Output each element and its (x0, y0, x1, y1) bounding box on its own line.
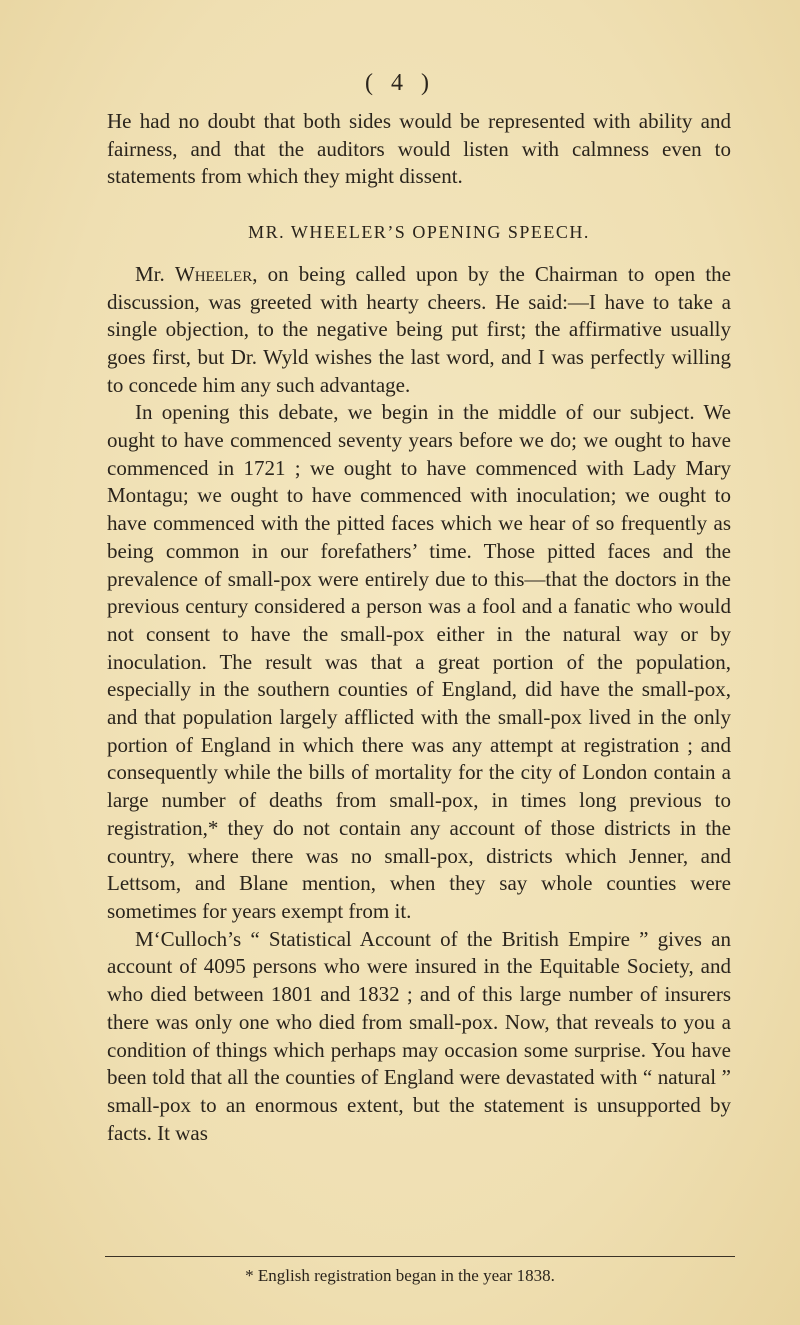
footnote-rule (105, 1256, 735, 1257)
paragraph-opening (107, 261, 731, 400)
section-heading: MR. WHEELER’S OPENING SPEECH. (248, 222, 590, 243)
speaker-title: Mr. (135, 261, 175, 286)
speaker-name: Wheeler (174, 261, 253, 286)
paragraph-debate: In opening this debate, we begin in the middle of our subject. We ought to have commenced seventy years before we do; we ought to have commenced in 1721 ; we ought to have commenced with Lady Mary Montagu; we ought to have commenced with inoculation; we ought to have commenced with the pitted faces which we hear of so frequently as being common in our forefathers’ time. Those pitted faces and the prevalence of small-pox were entirely due to this—that the doctors in the previous century considered a person was a fool and a fanatic who would not consent to have the small-pox either in the natural way or by inoculation. The result was that a great portion of the population, especially in the southern counties of England, did have the small-pox, and that population largely afflicted with the small-pox lived in the only portion of England in which there was any attempt at registration ; and consequently while the bills of mortality for the city of London contain a large number of deaths from small-pox, in times long previous to registration,* they do not contain any account of those districts in the country, where there was no small-pox, districts which Jenner, and Lettsom, and Blane mention, when they say whole counties were sometimes for years exempt from it. (107, 400, 731, 923)
paragraph-opening-text: , on being called upon by the Chairman to open the discussion, was greeted with hearty cheers. He said:—I have to take a single objection, to the negative being put first; the affirmative usually goes first, but Dr. Wyld wishes the last word, and I was perfectly willing to concede him any such advantage. (107, 261, 731, 397)
footnote: * English registration began in the year 1838. (245, 1266, 555, 1285)
body-text (107, 108, 731, 1147)
paragraph-intro: He had no doubt that both sides would be represented with ability and fairness, and that the auditors would listen with calmness even to statements from which they might dissent. (107, 109, 731, 189)
page-number: ( 4 ) (365, 70, 435, 96)
paragraph-mcculloch: M‘Culloch’s “ Statistical Account of the British Empire ” gives an account of 4095 persons who were insured in the Equitable Society, and who died between 1801 and 1832 ; and of this large number of insurers there was only one who died from small-pox. Now, that reveals to you a condition of things which perhaps may occasion some surprise. You have been told that all the counties of England were devastated with “ natural ” small-pox to an enormous extent, but the statement is unsupported by facts. It was (107, 926, 731, 1145)
